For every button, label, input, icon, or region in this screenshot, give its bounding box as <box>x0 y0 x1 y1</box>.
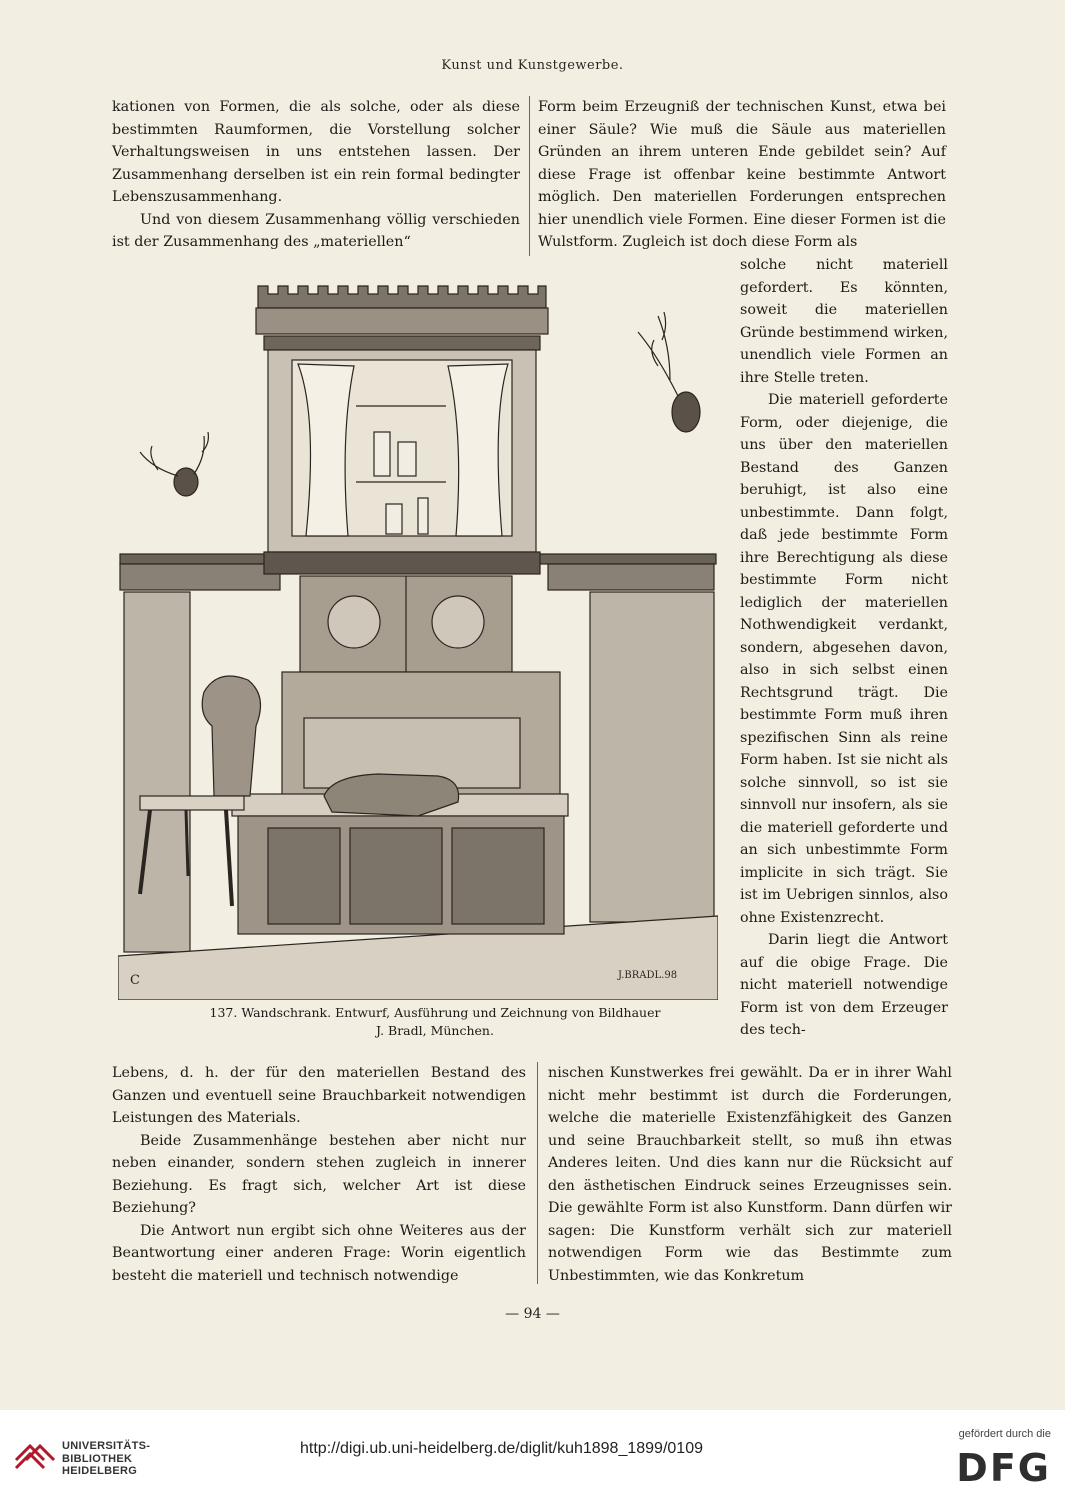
library-logo-icon <box>12 1430 58 1476</box>
inscription-band <box>256 308 548 334</box>
column-rule <box>529 96 530 256</box>
carved-frieze-right <box>548 564 714 590</box>
antler-trophy-left <box>140 432 208 496</box>
running-head: Kunst und Kunstgewerbe. <box>441 58 624 73</box>
paragraph: Lebens, d. h. der für den materiellen Bestand des Ganzen und eventuell seine Brauchbarkeit notwendigen Leistungen des Materials. <box>112 1065 526 1126</box>
paragraph: Form beim Erzeugniß der technischen Kunst, etwa bei einer Säule? Wie muß die Säule aus materiellen Gründen an ihrem unteren Ende gebildet sein? Auf diese Frage ist offenbar keine bestimmte Antwort möglich. Den materiellen Forderungen entsprechen hier unendlich viele Formen. Eine dieser Formen ist die Wulstform. Zugleich ist doch diese Form als <box>538 99 946 250</box>
dfg-logo: DFG <box>956 1446 1051 1490</box>
paragraph: Beide Zusammenhänge bestehen aber nicht nur neben einander, sondern stehen zugleich in innerer Beziehung. Es fragt sich, welcher Art ist diese Beziehung? <box>112 1132 526 1216</box>
caption-line-2: J. Bradl, München. <box>376 1023 494 1038</box>
paragraph: Und von diesem Zusammenhang völlig verschieden ist der Zusammenhang des „materiellen“ <box>112 211 520 250</box>
column-1-top-text <box>112 96 520 254</box>
permalink-url[interactable]: http://digi.ub.uni-heidelberg.de/diglit/kuh1898_1899/0109 <box>300 1440 703 1457</box>
antler-trophy-right <box>638 312 700 432</box>
paragraph: Die Antwort nun ergibt sich ohne Weiteres aus der Beantwortung einer anderen Frage: Worin eigentlich besteht die materiell und technisch notwendige <box>112 1222 526 1284</box>
column-rule <box>537 1062 538 1284</box>
column-2-right-text <box>740 254 948 1042</box>
paragraph: Darin liegt die Antwort auf die obige Frage. Die nicht materiell notwendige Form ist von dem Erzeuger des tech- <box>740 932 948 1038</box>
paragraph: solche nicht materiell gefordert. Es könnten, soweit die materiellen Gründe bestimmend wirken, unendlich viele Formen an ihre Stelle treten. <box>740 257 948 386</box>
carved-portrait-left <box>328 596 380 648</box>
paragraph: nischen Kunstwerkes frei gewählt. Da er in ihrer Wahl nicht mehr bestimmt ist durch die Forderungen, welche die materielle Existenzfähigkeit des Ganzen und seine Brauchbarkeit stellt, so muß ihn etwas Anderes leiten. Und dies kann nur die Rücksicht auf den ästhetischen Eindruck seines Erzeugnisses sein. Die gewählte Form ist also Kunstform. Dann dürfen wir sagen: Die Kunstform verhält sich zur materiell notwendigen Form wie das Bestimmte zum Unbestimmten, wie das Konkretum <box>548 1065 952 1284</box>
tankard <box>398 442 416 476</box>
figure-caption <box>150 1004 720 1040</box>
chair-seat <box>140 796 244 810</box>
bottle <box>418 498 428 534</box>
column-2-top-text <box>538 96 946 254</box>
cabinet-cornice <box>258 286 546 308</box>
paragraph: Die materiell geforderte Form, oder diejenige, die uns über den materiellen Bestand des Ganzen beruhigt, ist also eine unbestimmte. Dann folgt, daß jede bestimmte Form ihre Berechtigung als diese bestimmte Form nicht lediglich der materiellen Nothwendigkeit verdankt, sondern, abgesehen davon, also in sich selbst einen Rechtsgrund trägt. Die bestimmte Form muß ihren spezifischen Sinn als reine Form haben. Ist sie nicht als solche sinnvoll, so ist sie sinnvoll nur insofern, als sie die materiell geforderte und an sich unbestimmte Form implicite in sich trägt. Sie ist im Uebrigen sinnlos, also ohne Existenzrecht. <box>740 392 948 926</box>
paragraph: kationen von Formen, die als solche, oder als diese bestimmten Raumformen, die Vorstellung solcher Verhaltungsweisen in uns entstehen lassen. Der Zusammenhang derselben ist ein rein formal bedingter Lebenszusammenhang. <box>112 99 520 205</box>
library-name: UNIVERSITÄTS- BIBLIOTHEK HEIDELBERG <box>62 1440 151 1477</box>
wall-panel-right <box>590 592 714 922</box>
carved-portrait-right <box>432 596 484 648</box>
page-number: — 94 — <box>505 1306 560 1322</box>
wall-cabinet-illustration <box>118 256 718 1000</box>
carved-frieze-left <box>120 564 280 590</box>
artist-monogram: C <box>130 973 140 988</box>
funded-by-label: gefördert durch die <box>958 1428 1051 1440</box>
digitization-footer <box>0 1410 1065 1496</box>
artist-signature: J.BRADL.98 <box>618 970 678 981</box>
pitcher <box>386 504 402 534</box>
chair-back <box>202 676 260 796</box>
column-1-bottom-text <box>112 1062 526 1287</box>
caption-line-1: 137. Wandschrank. Entwurf, Ausführung und Zeichnung von Bildhauer <box>209 1005 661 1020</box>
cabinet-ledge <box>264 552 540 574</box>
jug <box>374 432 390 476</box>
wall-panel-left <box>124 592 190 952</box>
column-2-bottom-text <box>548 1062 952 1287</box>
